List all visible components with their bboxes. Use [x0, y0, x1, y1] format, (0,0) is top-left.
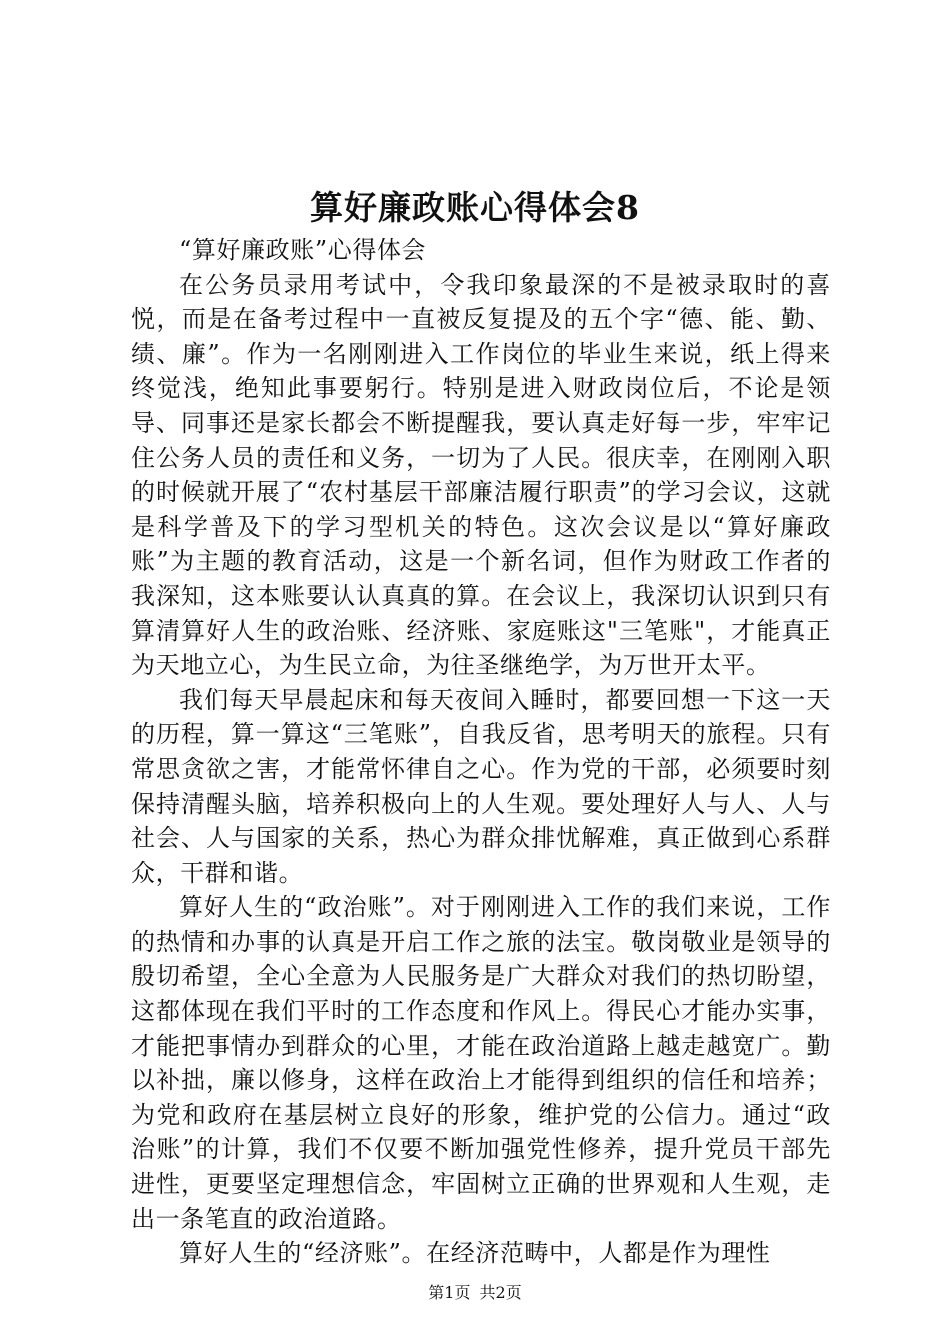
page-total: 共2页: [479, 1283, 522, 1302]
paragraph-4: 算好人生的“经济账”。在经济范畴中，人都是作为理性: [179, 1239, 771, 1268]
paragraph-2: 我们每天早晨起床和每天夜间入睡时，都要回想一下这一天的历程，算一算这“三笔账”，自我反省，思考明天的旅程。只有常思贪欲之害，才能常怀律自之心。作为党的干部，必须要时刻保持清醒头脑，培养积极向上的人生观。要处理好人与人、人与社会、人与国家的关系，热心为群众排忧解难，真正做到心系群众，干群和谐。: [131, 685, 831, 887]
paragraph-3: 算好人生的“政治账”。对于刚刚进入工作的我们来说，工作的热情和办事的认真是开启工作之旅的法宝。敬岗敬业是领导的殷切希望，全心全意为人民服务是广大群众对我们的热切盼望，这都体现在我们平时的工作态度和作风上。得民心才能办实事，才能把事情办到群众的心里，才能在政治道路上越走越宽广。勤以补拙，廉以修身，这样在政治上才能得到组织的信任和培养；为党和政府在基层树立良好的形象，维护党的公信力。通过“政治账”的计算，我们不仅要不断加强党性修养，提升党员干部先进性，更要坚定理想信念，牢固树立正确的世界观和人生观，走出一条笔直的政治道路。: [131, 893, 831, 1233]
document-subtitle: “算好廉政账”心得体会: [179, 236, 427, 264]
document-title: 算好廉政账心得体会8: [310, 188, 640, 227]
page-footer: [0, 1281, 950, 1305]
document-body: [131, 233, 831, 1271]
paragraph-1: 在公务员录用考试中，令我印象最深的不是被录取时的喜悦，而是在备考过程中一直被反复提及的五个字“德、能、勤、绩、廉”。作为一名刚刚进入工作岗位的毕业生来说，纸上得来终觉浅，绝知此事要躬行。特别是进入财政岗位后，不论是领导、同事还是家长都会不断提醒我，要认真走好每一步，牢牢记住公务人员的责任和义务，一切为了人民。很庆幸，在刚刚入职的时候就开展了“农村基层干部廉洁履行职责”的学习会议，这就是科学普及下的学习型机关的特色。这次会议是以“算好廉政账”为主题的教育活动，这是一个新名词，但作为财政工作者的我深知，这本账要认认真真的算。在会议上，我深切认识到只有算清算好人生的政治账、经济账、家庭账这"三笔账"，才能真正为天地立心，为生民立命，为往圣继绝学，为万世开太平。: [131, 270, 831, 680]
page-number: 第1页: [428, 1283, 471, 1302]
